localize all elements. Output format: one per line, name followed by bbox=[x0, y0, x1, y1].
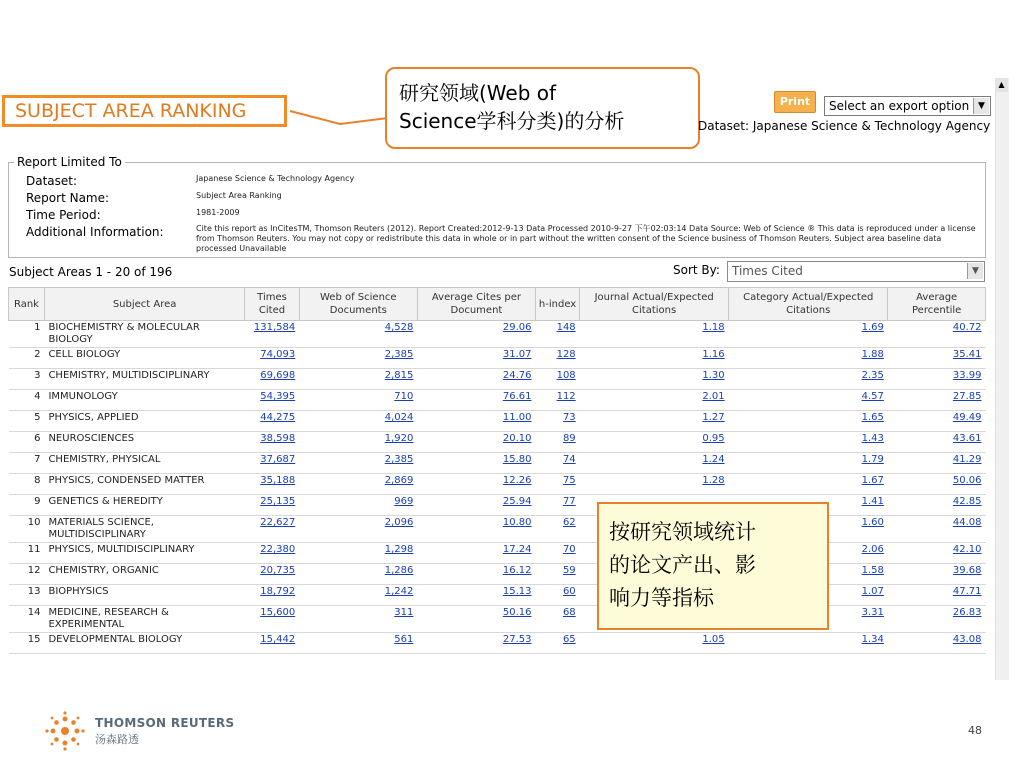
cell-wos-documents[interactable]: 1,298 bbox=[299, 543, 417, 564]
cell-rank: 11 bbox=[9, 543, 45, 564]
cell-avg-cites[interactable]: 15.80 bbox=[417, 453, 535, 474]
cell-category-citations[interactable]: 1.60 bbox=[729, 516, 888, 543]
footer-brand-cn: 汤森路透 bbox=[95, 733, 139, 746]
col-avg-percentile[interactable]: Average Percentile bbox=[888, 288, 986, 321]
cell-wos-documents[interactable]: 2,869 bbox=[299, 474, 417, 495]
export-select-value: Select an export option bbox=[829, 99, 970, 113]
chevron-down-icon[interactable]: ▼ bbox=[967, 263, 983, 279]
cell-category-citations[interactable]: 2.06 bbox=[729, 543, 888, 564]
report-legend: Report Limited To bbox=[14, 155, 125, 169]
table-row bbox=[9, 432, 986, 453]
cell-subject-area: CELL BIOLOGY bbox=[44, 348, 244, 369]
cell-avg-percentile[interactable]: 43.08 bbox=[888, 633, 986, 654]
cell-avg-percentile[interactable]: 49.49 bbox=[888, 411, 986, 432]
scroll-up-icon[interactable]: ▲ bbox=[995, 78, 1008, 92]
table-row bbox=[9, 516, 986, 543]
cell-category-citations[interactable]: 1.43 bbox=[729, 432, 888, 453]
cell-h-index[interactable]: 73 bbox=[536, 411, 580, 432]
cell-avg-cites[interactable]: 29.06 bbox=[417, 321, 535, 348]
cell-times-cited[interactable]: 54,395 bbox=[245, 390, 299, 411]
cell-avg-cites[interactable]: 12.26 bbox=[417, 474, 535, 495]
cell-rank: 7 bbox=[9, 453, 45, 474]
cell-category-citations[interactable]: 1.69 bbox=[729, 321, 888, 348]
dataset-value: Japanese Science & Technology Agency bbox=[196, 174, 355, 183]
cell-h-index[interactable]: 62 bbox=[536, 516, 580, 543]
subject-area-table bbox=[8, 287, 986, 654]
callout-line-2: 的论文产出、影 bbox=[609, 553, 756, 577]
cell-avg-cites[interactable]: 15.13 bbox=[417, 585, 535, 606]
table-row bbox=[9, 564, 986, 585]
col-journal-citations[interactable]: Journal Actual/Expected Citations bbox=[580, 288, 729, 321]
cell-subject-area: CHEMISTRY, PHYSICAL bbox=[44, 453, 244, 474]
cell-rank: 10 bbox=[9, 516, 45, 543]
cell-wos-documents[interactable]: 561 bbox=[299, 633, 417, 654]
cell-h-index[interactable]: 70 bbox=[536, 543, 580, 564]
cell-rank: 5 bbox=[9, 411, 45, 432]
cell-category-citations[interactable]: 1.58 bbox=[729, 564, 888, 585]
cell-avg-percentile[interactable]: 41.29 bbox=[888, 453, 986, 474]
table-header-row bbox=[9, 288, 986, 321]
cell-rank: 14 bbox=[9, 606, 45, 633]
cell-rank: 6 bbox=[9, 432, 45, 453]
cell-category-citations[interactable]: 1.65 bbox=[729, 411, 888, 432]
cell-wos-documents[interactable]: 4,024 bbox=[299, 411, 417, 432]
cell-times-cited[interactable]: 22,627 bbox=[245, 516, 299, 543]
page-title: SUBJECT AREA RANKING bbox=[2, 95, 287, 127]
export-select[interactable] bbox=[824, 96, 991, 116]
col-avg-cites[interactable]: Average Cites per Document bbox=[417, 288, 535, 321]
cell-avg-percentile[interactable]: 44.08 bbox=[888, 516, 986, 543]
cell-h-index[interactable]: 112 bbox=[536, 390, 580, 411]
callout-metrics bbox=[597, 502, 829, 630]
thomson-reuters-logo-icon bbox=[44, 710, 86, 752]
cell-avg-cites[interactable]: 10.80 bbox=[417, 516, 535, 543]
sort-select-value: Times Cited bbox=[732, 264, 803, 278]
cell-times-cited[interactable]: 44,275 bbox=[245, 411, 299, 432]
dataset-line: Dataset: Japanese Science & Technology Agency bbox=[698, 119, 991, 133]
table-row bbox=[9, 474, 986, 495]
col-subject-area[interactable]: Subject Area bbox=[44, 288, 244, 321]
table-row bbox=[9, 369, 986, 390]
table-row bbox=[9, 453, 986, 474]
footer-brand: THOMSON REUTERS bbox=[95, 716, 235, 730]
callout-subject-area bbox=[385, 67, 700, 149]
cell-avg-percentile[interactable]: 39.68 bbox=[888, 564, 986, 585]
cell-category-citations[interactable]: 2.35 bbox=[729, 369, 888, 390]
cell-subject-area: PHYSICS, CONDENSED MATTER bbox=[44, 474, 244, 495]
cell-wos-documents[interactable]: 4,528 bbox=[299, 321, 417, 348]
sort-by-label: Sort By: bbox=[673, 263, 720, 277]
cell-avg-cites[interactable]: 24.76 bbox=[417, 369, 535, 390]
cell-avg-cites[interactable]: 11.00 bbox=[417, 411, 535, 432]
cell-category-citations[interactable]: 1.79 bbox=[729, 453, 888, 474]
cell-journal-citations[interactable]: 1.16 bbox=[580, 348, 729, 369]
cell-avg-cites[interactable]: 27.53 bbox=[417, 633, 535, 654]
col-times-cited[interactable]: Times Cited bbox=[245, 288, 299, 321]
time-period-value: 1981-2009 bbox=[196, 208, 240, 217]
chevron-down-icon[interactable]: ▼ bbox=[973, 98, 989, 114]
cell-journal-citations[interactable]: 2.01 bbox=[580, 390, 729, 411]
callout-line-3: 响力等指标 bbox=[609, 586, 714, 610]
cell-h-index[interactable]: 75 bbox=[536, 474, 580, 495]
cell-avg-percentile[interactable]: 50.06 bbox=[888, 474, 986, 495]
col-wos-documents[interactable]: Web of Science Documents bbox=[299, 288, 417, 321]
report-name-value: Subject Area Ranking bbox=[196, 191, 282, 200]
cell-subject-area: CHEMISTRY, ORGANIC bbox=[44, 564, 244, 585]
cell-avg-percentile[interactable]: 26.83 bbox=[888, 606, 986, 633]
cell-rank: 4 bbox=[9, 390, 45, 411]
table-row bbox=[9, 411, 986, 432]
cell-wos-documents[interactable]: 969 bbox=[299, 495, 417, 516]
callout-line-1: 研究领域(Web of bbox=[399, 81, 557, 105]
cell-h-index[interactable]: 65 bbox=[536, 633, 580, 654]
cell-h-index[interactable]: 74 bbox=[536, 453, 580, 474]
cell-times-cited[interactable]: 38,598 bbox=[245, 432, 299, 453]
cell-subject-area: CHEMISTRY, MULTIDISCIPLINARY bbox=[44, 369, 244, 390]
additional-info-label: Additional Information: bbox=[26, 225, 164, 239]
cell-wos-documents[interactable]: 1,286 bbox=[299, 564, 417, 585]
cell-avg-percentile[interactable]: 27.85 bbox=[888, 390, 986, 411]
col-category-citations[interactable]: Category Actual/Expected Citations bbox=[729, 288, 888, 321]
scrollbar[interactable] bbox=[995, 78, 1009, 680]
table-row bbox=[9, 585, 986, 606]
cell-avg-percentile[interactable]: 42.85 bbox=[888, 495, 986, 516]
cell-wos-documents[interactable]: 1,920 bbox=[299, 432, 417, 453]
cell-avg-percentile[interactable]: 42.10 bbox=[888, 543, 986, 564]
cell-times-cited[interactable]: 37,687 bbox=[245, 453, 299, 474]
cell-journal-citations[interactable]: 1.05 bbox=[580, 633, 729, 654]
print-button[interactable]: Print bbox=[774, 91, 816, 113]
cell-rank: 1 bbox=[9, 321, 45, 348]
cell-rank: 3 bbox=[9, 369, 45, 390]
cell-avg-cites[interactable]: 31.07 bbox=[417, 348, 535, 369]
cell-h-index[interactable]: 108 bbox=[536, 369, 580, 390]
cell-wos-documents[interactable]: 710 bbox=[299, 390, 417, 411]
additional-info-value: Cite this report as InCitesTM, Thomson Reuters (2012). Report Created:2012-9-13 Data Processed 2010-9-27 下午02:03:14 Data Source: Web of Science ® This data is reproduced under a license from Thomson Reuters. You may not copy or redistribute this data in whole or in part without the written consent of the Science business of Thomson Reuters. Subject area baseline data processed Unavailable bbox=[196, 224, 976, 253]
cell-subject-area: DEVELOPMENTAL BIOLOGY bbox=[44, 633, 244, 654]
cell-rank: 13 bbox=[9, 585, 45, 606]
cell-wos-documents[interactable]: 2,385 bbox=[299, 453, 417, 474]
cell-avg-cites[interactable]: 76.61 bbox=[417, 390, 535, 411]
report-name-label: Report Name: bbox=[26, 191, 110, 205]
table-row bbox=[9, 495, 986, 516]
cell-h-index[interactable]: 59 bbox=[536, 564, 580, 585]
cell-subject-area: GENETICS & HEREDITY bbox=[44, 495, 244, 516]
cell-journal-citations[interactable]: 1.24 bbox=[580, 453, 729, 474]
cell-subject-area: BIOPHYSICS bbox=[44, 585, 244, 606]
cell-category-citations[interactable]: 3.31 bbox=[729, 606, 888, 633]
cell-h-index[interactable]: 60 bbox=[536, 585, 580, 606]
table-row bbox=[9, 606, 986, 633]
cell-avg-cites[interactable]: 20.10 bbox=[417, 432, 535, 453]
cell-subject-area: MATERIALS SCIENCE, MULTIDISCIPLINARY bbox=[44, 516, 244, 543]
cell-wos-documents[interactable]: 2,385 bbox=[299, 348, 417, 369]
cell-wos-documents[interactable]: 2,096 bbox=[299, 516, 417, 543]
cell-avg-percentile[interactable]: 40.72 bbox=[888, 321, 986, 348]
cell-subject-area: PHYSICS, APPLIED bbox=[44, 411, 244, 432]
cell-avg-percentile[interactable]: 43.61 bbox=[888, 432, 986, 453]
cell-avg-cites[interactable]: 25.94 bbox=[417, 495, 535, 516]
cell-times-cited[interactable]: 20,735 bbox=[245, 564, 299, 585]
cell-journal-citations[interactable]: 1.27 bbox=[580, 411, 729, 432]
table-row bbox=[9, 633, 986, 654]
cell-avg-cites[interactable]: 50.16 bbox=[417, 606, 535, 633]
cell-journal-citations[interactable]: 1.18 bbox=[580, 321, 729, 348]
cell-h-index[interactable]: 68 bbox=[536, 606, 580, 633]
col-h-index[interactable]: h-index bbox=[536, 288, 580, 321]
cell-journal-citations[interactable]: 1.30 bbox=[580, 369, 729, 390]
cell-subject-area: MEDICINE, RESEARCH & EXPERIMENTAL bbox=[44, 606, 244, 633]
cell-h-index[interactable]: 77 bbox=[536, 495, 580, 516]
cell-category-citations[interactable]: 1.34 bbox=[729, 633, 888, 654]
cell-times-cited[interactable]: 74,093 bbox=[245, 348, 299, 369]
cell-avg-percentile[interactable]: 33.99 bbox=[888, 369, 986, 390]
cell-category-citations[interactable]: 1.41 bbox=[729, 495, 888, 516]
cell-times-cited[interactable]: 35,188 bbox=[245, 474, 299, 495]
cell-rank: 9 bbox=[9, 495, 45, 516]
col-rank[interactable]: Rank bbox=[9, 288, 45, 321]
table-row bbox=[9, 321, 986, 348]
time-period-label: Time Period: bbox=[26, 208, 101, 222]
cell-subject-area: BIOCHEMISTRY & MOLECULAR BIOLOGY bbox=[44, 321, 244, 348]
cell-category-citations[interactable]: 4.57 bbox=[729, 390, 888, 411]
subject-count: Subject Areas 1 - 20 of 196 bbox=[9, 265, 173, 279]
cell-wos-documents[interactable]: 2,815 bbox=[299, 369, 417, 390]
cell-times-cited[interactable]: 18,792 bbox=[245, 585, 299, 606]
table-row bbox=[9, 543, 986, 564]
cell-h-index[interactable]: 128 bbox=[536, 348, 580, 369]
cell-category-citations[interactable]: 1.88 bbox=[729, 348, 888, 369]
cell-times-cited[interactable]: 22,380 bbox=[245, 543, 299, 564]
cell-times-cited[interactable]: 69,698 bbox=[245, 369, 299, 390]
table-row bbox=[9, 390, 986, 411]
cell-wos-documents[interactable]: 311 bbox=[299, 606, 417, 633]
dataset-label: Dataset: bbox=[26, 174, 78, 188]
cell-subject-area: NEUROSCIENCES bbox=[44, 432, 244, 453]
callout-line-1: 按研究领域统计 bbox=[609, 520, 756, 544]
page-number: 48 bbox=[968, 724, 982, 737]
cell-times-cited[interactable]: 15,442 bbox=[245, 633, 299, 654]
cell-avg-percentile[interactable]: 47.71 bbox=[888, 585, 986, 606]
cell-times-cited[interactable]: 25,135 bbox=[245, 495, 299, 516]
cell-h-index[interactable]: 148 bbox=[536, 321, 580, 348]
cell-subject-area: PHYSICS, MULTIDISCIPLINARY bbox=[44, 543, 244, 564]
cell-category-citations[interactable]: 1.07 bbox=[729, 585, 888, 606]
cell-avg-percentile[interactable]: 35.41 bbox=[888, 348, 986, 369]
sort-select[interactable] bbox=[727, 261, 985, 282]
cell-avg-cites[interactable]: 16.12 bbox=[417, 564, 535, 585]
cell-journal-citations[interactable]: 0.95 bbox=[580, 432, 729, 453]
callout-line-2: Science学科分类)的分析 bbox=[399, 109, 625, 133]
cell-h-index[interactable]: 89 bbox=[536, 432, 580, 453]
cell-times-cited[interactable]: 131,584 bbox=[245, 321, 299, 348]
cell-rank: 2 bbox=[9, 348, 45, 369]
cell-subject-area: IMMUNOLOGY bbox=[44, 390, 244, 411]
cell-journal-citations[interactable]: 1.28 bbox=[580, 474, 729, 495]
table-row bbox=[9, 348, 986, 369]
cell-times-cited[interactable]: 15,600 bbox=[245, 606, 299, 633]
cell-rank: 15 bbox=[9, 633, 45, 654]
cell-rank: 12 bbox=[9, 564, 45, 585]
cell-rank: 8 bbox=[9, 474, 45, 495]
cell-avg-cites[interactable]: 17.24 bbox=[417, 543, 535, 564]
cell-category-citations[interactable]: 1.67 bbox=[729, 474, 888, 495]
cell-wos-documents[interactable]: 1,242 bbox=[299, 585, 417, 606]
